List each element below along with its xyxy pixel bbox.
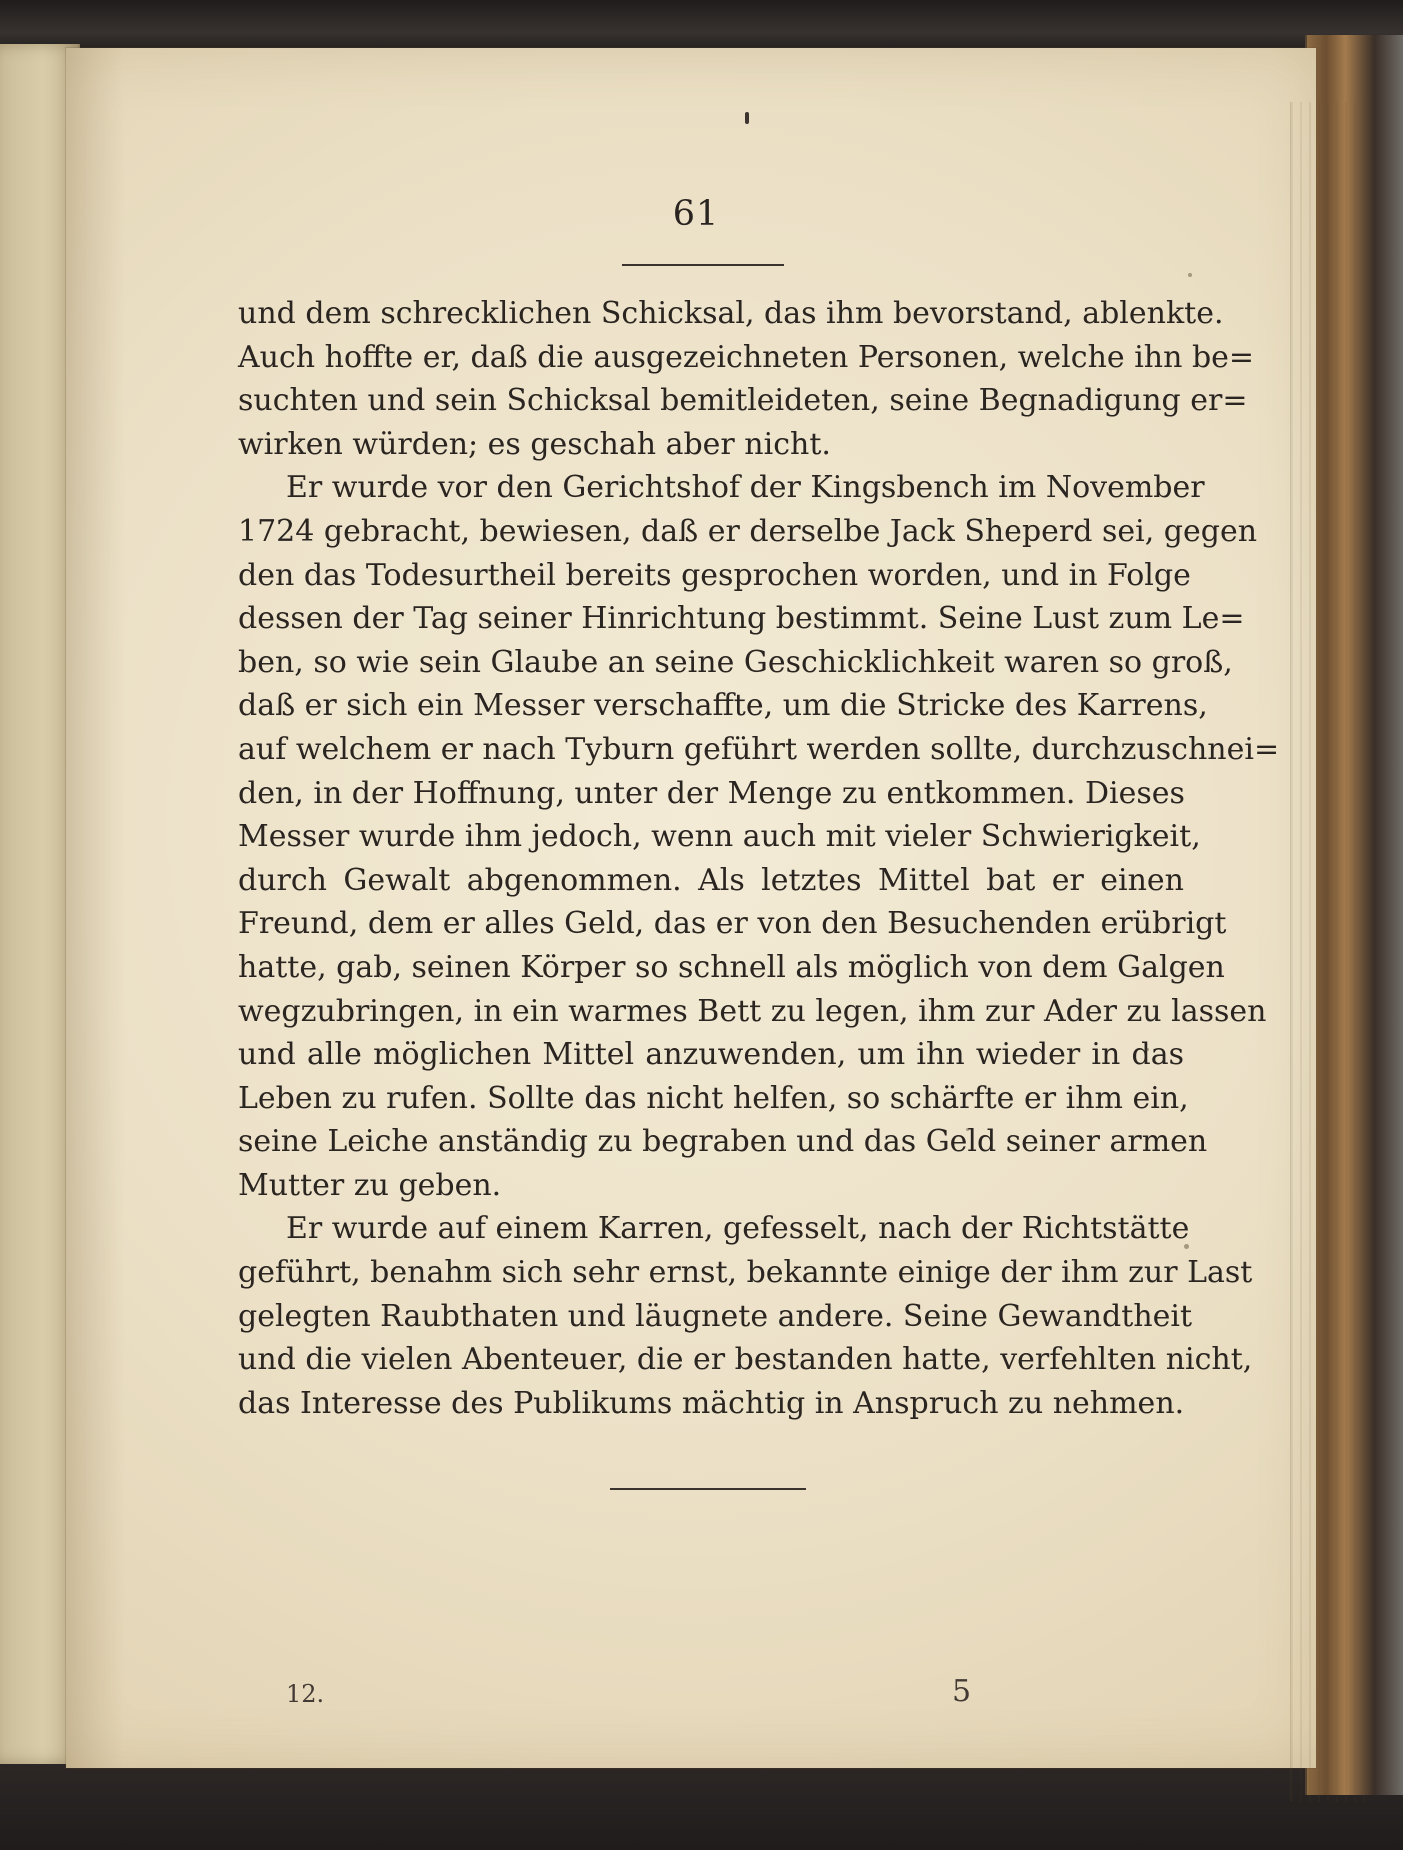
text-line: daß er sich ein Messer verschaffte, um die Stricke des Karrens,	[238, 688, 1208, 724]
book-binding-top	[0, 0, 1403, 54]
text-line: Er wurde vor den Gerichtshof der Kingsbench im November	[286, 470, 1205, 506]
text-line: wegzubringen, in ein warmes Bett zu legen, ihm zur Ader zu lassen	[238, 993, 1267, 1029]
text-line: das Interesse des Publikums mächtig in Anspruch zu nehmen.	[238, 1385, 1185, 1421]
text-line: dessen der Tag seiner Hinrichtung bestimmt. Seine Lust zum Le=	[238, 601, 1245, 637]
text-line: den, in der Hoffnung, unter der Menge zu entkommen. Dieses	[238, 775, 1185, 811]
header-rule	[622, 264, 784, 266]
text-line: und alle möglichen Mittel anzuwenden, um ihn wieder in das	[238, 1037, 1184, 1073]
text-line: 1724 gebracht, bewiesen, daß er derselbe Jack Sheperd sei, gegen	[238, 513, 1258, 549]
page-stack-edge	[1290, 102, 1369, 1802]
text-line: Freund, dem er alles Geld, das er von den Besuchenden erübrigt	[238, 906, 1227, 942]
body-text	[238, 292, 1280, 1425]
text-line: Er wurde auf einem Karren, gefesselt, nach der Richtstätte	[286, 1211, 1190, 1247]
text-line: gelegten Raubthaten und läugnete andere. Seine Gewandtheit	[238, 1298, 1193, 1334]
text-line: wirken würden; es geschah aber nicht.	[238, 426, 831, 462]
paper-speck	[1146, 1048, 1149, 1051]
paper-speck	[1184, 1244, 1189, 1249]
text-line: auf welchem er nach Tyburn geführt werden sollte, durchzuschnei=	[238, 731, 1280, 767]
text-line: durch Gewalt abgenommen. Als letztes Mittel bat er einen	[238, 862, 1184, 898]
sheet-number: 5	[952, 1674, 972, 1709]
text-line: Leben zu rufen. Sollte das nicht helfen, so schärfte er ihm ein,	[238, 1080, 1189, 1116]
top-ink-mark	[745, 112, 749, 124]
text-line: und dem schrecklichen Schicksal, das ihm bevorstand, ablenkte.	[238, 296, 1224, 331]
text-line: suchten und sein Schicksal bemitleideten, seine Begnadigung er=	[238, 383, 1248, 419]
text-line: und die vielen Abenteuer, die er bestanden hatte, verfehlten nicht,	[238, 1342, 1253, 1378]
paper-speck	[1188, 273, 1192, 277]
text-line: ben, so wie sein Glaube an seine Geschicklichkeit waren so groß,	[238, 644, 1233, 680]
text-line: Mutter zu geben.	[238, 1167, 502, 1203]
text-line: den das Todesurtheil bereits gesprochen worden, und in Folge	[238, 557, 1191, 593]
text-line: geführt, benahm sich sehr ernst, bekannte einige der ihm zur Last	[238, 1255, 1253, 1291]
page-number: 61	[672, 194, 720, 234]
text-line: seine Leiche anständig zu begraben und das Geld seiner armen	[238, 1124, 1208, 1160]
text-line: Messer wurde ihm jedoch, wenn auch mit vieler Schwierigkeit,	[238, 819, 1201, 855]
text-line: hatte, gab, seinen Körper so schnell als möglich von dem Galgen	[238, 949, 1225, 985]
footer-rule	[610, 1488, 806, 1490]
text-line: Auch hoffte er, daß die ausgezeichneten Personen, welche ihn be=	[238, 339, 1255, 375]
book-page	[66, 48, 1316, 1768]
paper-speck	[966, 1128, 969, 1131]
signature-mark: 12.	[286, 1680, 325, 1708]
